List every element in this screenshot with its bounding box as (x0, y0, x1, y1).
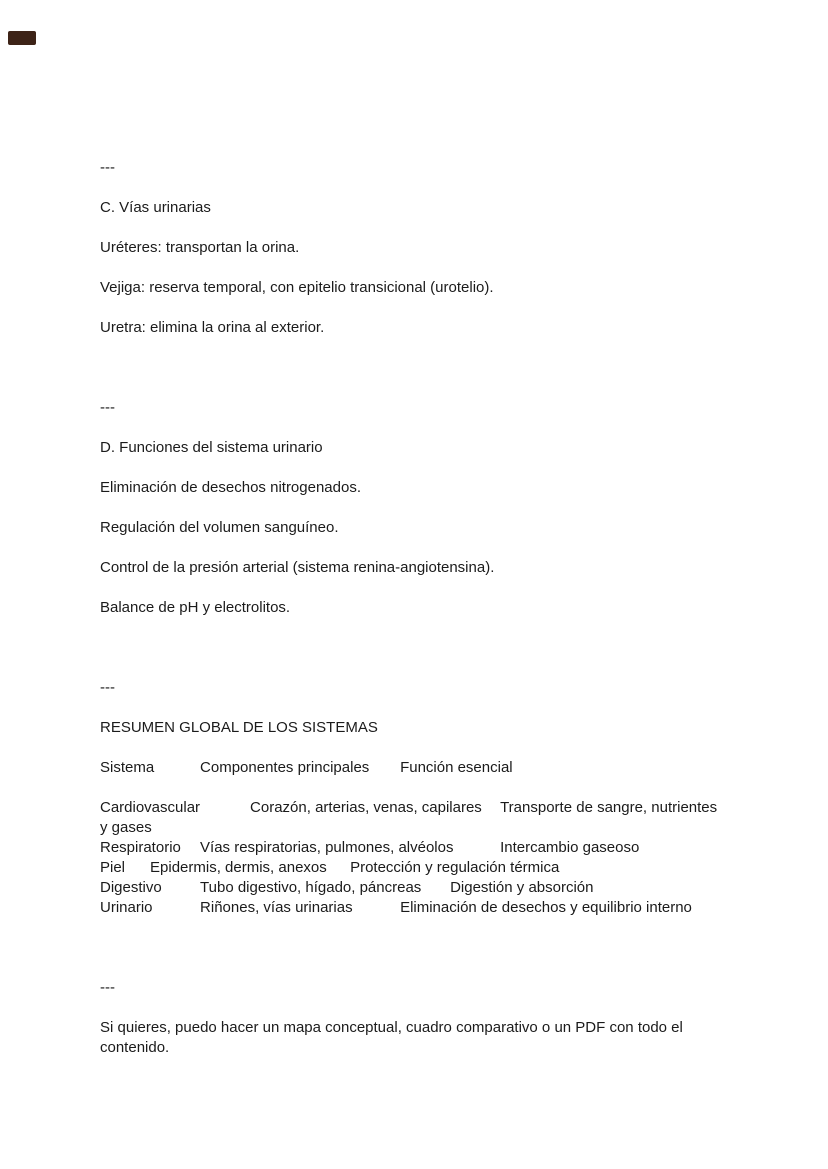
closing-note: Si quieres, puedo hacer un mapa conceptual, cuadro comparativo o un PDF con todo el contenido. (100, 1019, 683, 1056)
section-c-item: Vejiga: reserva temporal, con epitelio transicional (urotelio). (100, 279, 494, 296)
table-row: Urinario Riñones, vías urinarias Eliminación de desechos y equilibrio interno (100, 899, 692, 916)
table-row: Digestivo Tubo digestivo, hígado, páncreas Digestión y absorción (100, 879, 594, 896)
section-c-item: Uréteres: transportan la orina. (100, 239, 300, 256)
separator: --- (100, 979, 115, 996)
summary-table-rows (100, 798, 728, 918)
section-d-item: Eliminación de desechos nitrogenados. (100, 479, 361, 496)
table-row: Respiratorio Vías respiratorias, pulmones, alvéolos Intercambio gaseoso (100, 839, 640, 856)
separator: --- (100, 399, 115, 416)
summary-title: RESUMEN GLOBAL DE LOS SISTEMAS (100, 719, 378, 736)
section-c-item: Uretra: elimina la orina al exterior. (100, 319, 325, 336)
section-c-title: C. Vías urinarias (100, 199, 211, 216)
section-d-item: Regulación del volumen sanguíneo. (100, 519, 339, 536)
page-corner-artifact (8, 31, 36, 45)
section-d-title: D. Funciones del sistema urinario (100, 439, 323, 456)
separator: --- (100, 679, 115, 696)
table-row: Cardiovascular Corazón, arterias, venas, capilares Transporte de sangre, nutrientes y gases (100, 799, 722, 836)
summary-table-header: Sistema Componentes principales Función esencial (100, 759, 513, 776)
section-d-item: Balance de pH y electrolitos. (100, 599, 291, 616)
separator: --- (100, 159, 115, 176)
table-row: Piel Epidermis, dermis, anexos Protección y regulación térmica (100, 859, 560, 876)
section-d-item: Control de la presión arterial (sistema renina-angiotensina). (100, 559, 495, 576)
document-content (100, 0, 728, 1078)
